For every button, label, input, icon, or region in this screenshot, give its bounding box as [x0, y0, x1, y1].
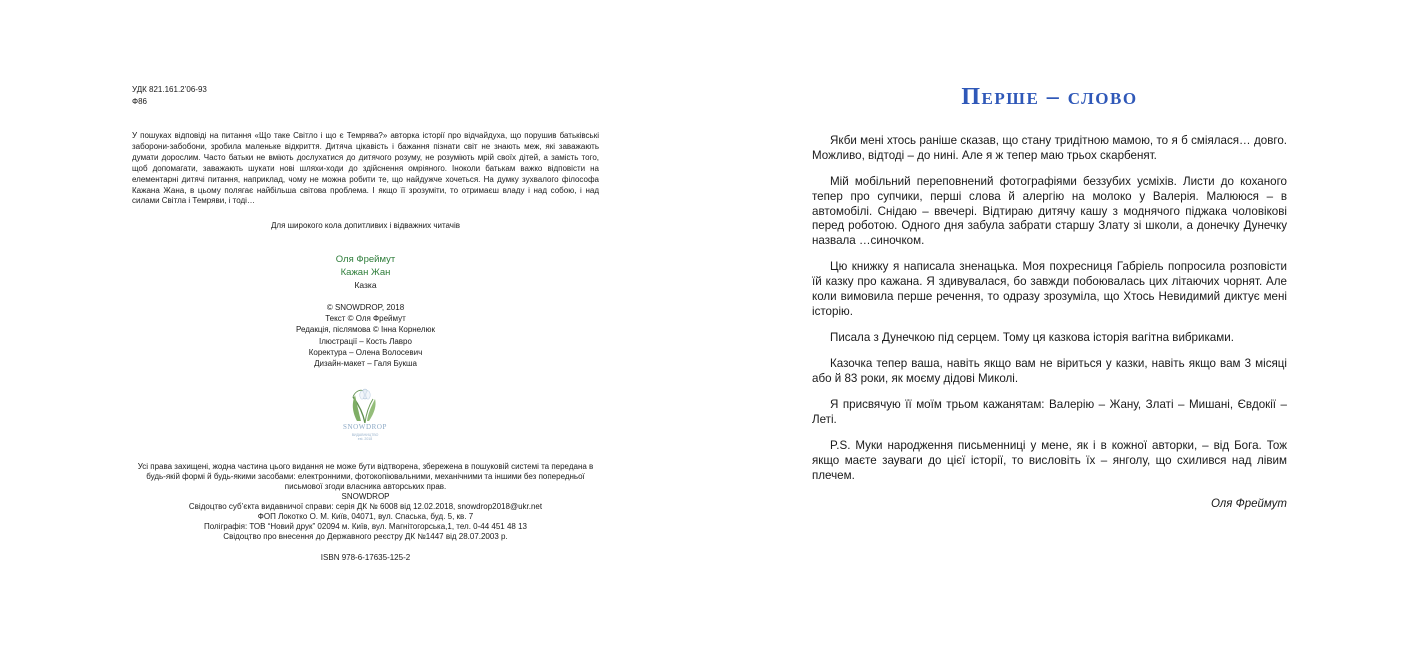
- imprint-line: ФОП Локотко О. М. Київ, 04071, вул. Спаська, буд. 5, кв. 7: [257, 512, 474, 521]
- credit-line: Редакція, післямова © Інна Корнелюк: [295, 325, 436, 335]
- paragraph: Мій мобільний переповнений фотографіями беззубих усміхів. Листи до коханого тепер про супчики, перші слова й алергію на молоко у Валерія. Малююся – в автомобілі. Снідаю – ввечері. Відтираю дитячу кашу з моднячого піджака чоловікові перед роботою. Одного дня забула забрати старшу Злату зі школи, а донечку Дунечку назвала …синочком.: [812, 174, 1287, 248]
- credit-line: Дизайн-макет – Галя Букша: [314, 359, 417, 369]
- page-heading: Перше – слово: [961, 84, 1138, 110]
- imprint-block: [132, 492, 599, 542]
- udk-code: УДК 821.161.2’06-93: [132, 85, 207, 94]
- credit-line: Коректура – Олена Волосевич: [308, 347, 423, 357]
- rights-notice: Усі права захищені, жодна частина цього видання не може бути відтворена, збережена в пошуковій системі та передана в будь-якій формі й будь-якими засобами: електронними, фотокопіювальними, механічними та іншими без попередньої письмової згоди власника авторських прав.: [137, 462, 594, 491]
- snowdrop-flower-icon: [335, 385, 395, 455]
- book-genre: Казка: [354, 280, 377, 290]
- book-title: Кажан Жан: [340, 267, 391, 278]
- foreword-text: [812, 134, 1287, 495]
- paragraph: P.S. Муки народження письменниці у мене, як і в кожної авторки, – від Бога. Тож якщо маєте зауваги до цієї історії, то висловіть їх – янголу, що схилився над лівим плечем.: [812, 439, 1287, 482]
- credit-line: Текст © Оля Фреймут: [325, 314, 406, 324]
- logo-subtitle-line: ВИДАВНИЦТВО: [351, 433, 379, 437]
- paragraph: Писала з Дунечкою під серцем. Тому ця казкова історія вагітна вибриками.: [830, 330, 1234, 344]
- imprint-line: Свідоцтво про внесення до Державного реєстру ДК №1447 від 28.07.2003 р.: [223, 532, 508, 541]
- logo-subtitle-line: est. 2018: [357, 437, 373, 441]
- imprint-line: Свідоцтво суб’єкта видавничої справи: серія ДК № 6008 від 12.02.2018, snowdrop2018@ukr.net: [188, 502, 543, 511]
- paragraph: Я присвячую її моїм трьом кажанятам: Валерію – Жану, Златі – Мишані, Євдокії – Леті.: [812, 398, 1287, 426]
- paragraph: Цю книжку я написала зненацька. Моя похресниця Габріель попросила розповісти їй казку про кажана. Я здивувалася, бо завжди побоювалась цих літаючих чорнят. Але коли вимовила перше речення, то одразу зрозуміла, що Хтось Невидимий диктує мені історію.: [812, 260, 1287, 318]
- credit-line: Ілюстрації – Кость Лавро: [319, 336, 412, 346]
- credit-line: © SNOWDROP, 2018: [326, 303, 405, 312]
- publisher-logo-subtitle: [325, 433, 405, 441]
- imprint-line: Поліграфія: ТОВ “Новий друк” 02094 м. Київ, вул. Магнітогорська,1, тел. 0-44 451 48 13: [203, 522, 527, 531]
- isbn: ISBN 978-6-17635-125-2: [320, 553, 411, 562]
- paragraph: Якби мені хтось раніше сказав, що стану тридітною мамою, то я б сміялася… довго. Можливо, відтоді – до нині. Але я ж тепер маю трьох скарбенят.: [812, 134, 1287, 162]
- book-annotation: У пошуках відповіді на питання «Що таке Світло і що є Темрява?» авторка історії про відчайдуха, що порушив батьківські заборони-забобони, зробила маленьке відкриття. Дитяча цікавість і бажання пізнати світ не знають меж, які заважають думати дорослим. Часто батьки не вміють дослухатися до дитячого розуму, не розуміють мрій своїх дітей, а замість того, щоб допомагати, заважають шукати нові шляхи-ходи до здійснення омріяного. Іноколи батькам важко відповісти на елементарні дитячі питання, наприклад, чому не можна робити те, що найдужче хочеться. На думку зухвалого філософа Кажана Жана, в цьому полягає найбільша світова проблема. І якщо її зрозуміти, то отримаєш владу і над собою, і над силами Світла і Темряви, і тоді…: [132, 131, 599, 206]
- udk-block: [132, 84, 332, 108]
- publisher-logo-name: SNOWDROP: [342, 423, 388, 431]
- imprint-line: SNOWDROP: [341, 492, 390, 501]
- paragraph: Казочка тепер ваша, навіть якщо вам не віриться у казки, навіть якщо вам 3 місяці або й 83 роки, як моєму дідові Миколі.: [812, 357, 1287, 385]
- audience-note: Для широкого кола допитливих і відважних читачів: [270, 221, 460, 230]
- credits-list: [132, 302, 599, 369]
- author-signature: Оля Фреймут: [1210, 498, 1287, 510]
- book-author: Оля Фреймут: [335, 254, 396, 265]
- author-code: Ф86: [132, 97, 147, 106]
